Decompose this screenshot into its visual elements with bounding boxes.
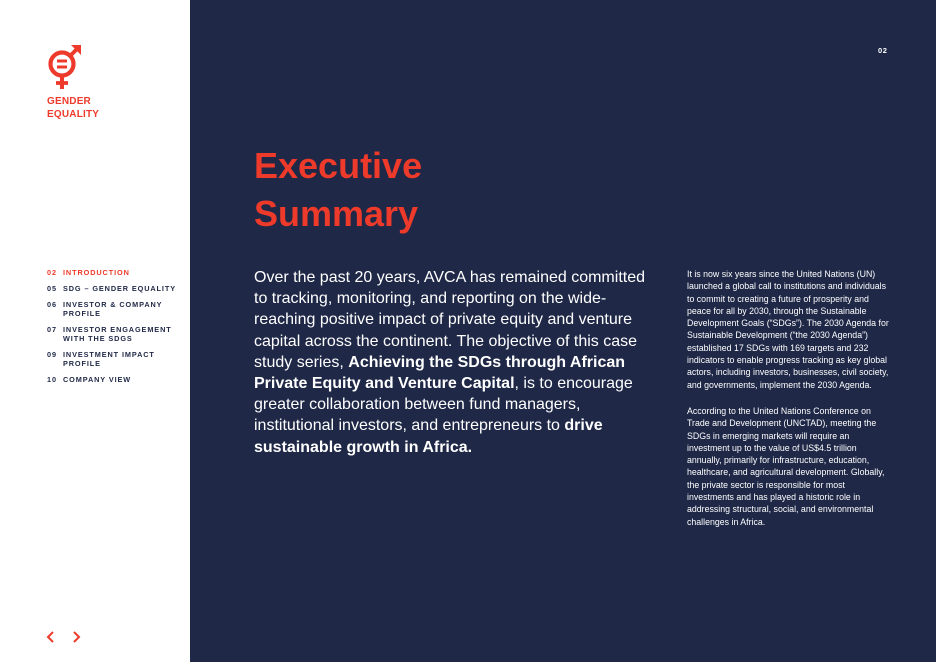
body-column <box>687 268 891 542</box>
lead-bold-2: drive sustainable growth in Africa. <box>254 417 603 456</box>
gender-equality-icon <box>46 44 86 92</box>
nav-label: INVESTOR & COMPANY PROFILE <box>63 300 163 318</box>
lead-paragraph <box>254 267 646 458</box>
nav-number: 07 <box>47 325 57 334</box>
lead-text-1: Over the past 20 years, AVCA has remained committed to tracking, monitoring, and reporting on the wide-reaching positive impact of private equity and venture capital across the continent. The objective of this case study series, <box>254 269 645 371</box>
nav-item-investment-impact-profile[interactable] <box>47 350 183 368</box>
nav-item-investor-company-profile[interactable] <box>47 300 183 318</box>
section-nav <box>47 268 183 391</box>
page-title-line1: Executive <box>254 145 423 186</box>
lead-text-2: , is to encourage greater collaboration between fund managers, institutional investors, and entrepreneurs to <box>254 375 633 435</box>
nav-number: 10 <box>47 375 57 384</box>
nav-item-company-view[interactable] <box>47 375 183 384</box>
page-title-line2: Summary <box>254 193 419 234</box>
nav-item-sdg-gender-equality[interactable] <box>47 284 183 293</box>
body-paragraph-2: According to the United Nations Conference on Trade and Development (UNCTAD), meeting the SDGs in emerging markets will require an investment up to the value of US$4.5 trillion annually, primarily for infrastructure, education, healthcare, and agricultural development. Globally, the private sector is responsible for most investments and has played a historic role in addressing structural, social, and environmental challenges in Africa. <box>687 405 885 527</box>
nav-label: SDG – GENDER EQUALITY <box>63 284 176 293</box>
goal-label <box>47 96 99 121</box>
nav-number: 09 <box>47 350 57 359</box>
nav-label: COMPANY VIEW <box>63 375 132 384</box>
nav-item-investor-engagement[interactable] <box>47 325 183 343</box>
page-number: 02 <box>878 46 888 55</box>
nav-label: INTRODUCTION <box>63 268 130 277</box>
page-navigation <box>45 630 82 644</box>
chevron-left-icon[interactable] <box>45 630 57 644</box>
nav-number: 02 <box>47 268 57 277</box>
goal-label-line2: EQUALITY <box>47 108 100 120</box>
goal-label-line1: GENDER <box>47 96 91 107</box>
nav-number: 06 <box>47 300 57 309</box>
chevron-right-icon[interactable] <box>70 630 82 644</box>
nav-number: 05 <box>47 284 57 293</box>
body-paragraph-1: It is now six years since the United Nations (UN) launched a global call to institutions and individuals to commit to creating a future of prosperity and peace for all by 2030, through the Sustainable Development Goals (“SDGs”). The 2030 Agenda for Sustainable Development (“the 2030 Agenda”) established 17 SDGs with 169 targets and 232 indicators to enable progress tracking as key global actors, including investors, businesses, civil society, and governments, implement the 2030 Agenda. <box>687 269 889 390</box>
nav-label: INVESTOR ENGAGEMENT WITH THE SDGS <box>63 325 172 343</box>
page-title <box>254 142 422 238</box>
main-content <box>190 0 936 662</box>
nav-item-introduction[interactable] <box>47 268 183 277</box>
nav-label: INVESTMENT IMPACT PROFILE <box>63 350 155 368</box>
lead-bold-1: Achieving the SDGs through African Private Equity and Venture Capital <box>254 353 626 393</box>
sidebar <box>0 0 190 662</box>
